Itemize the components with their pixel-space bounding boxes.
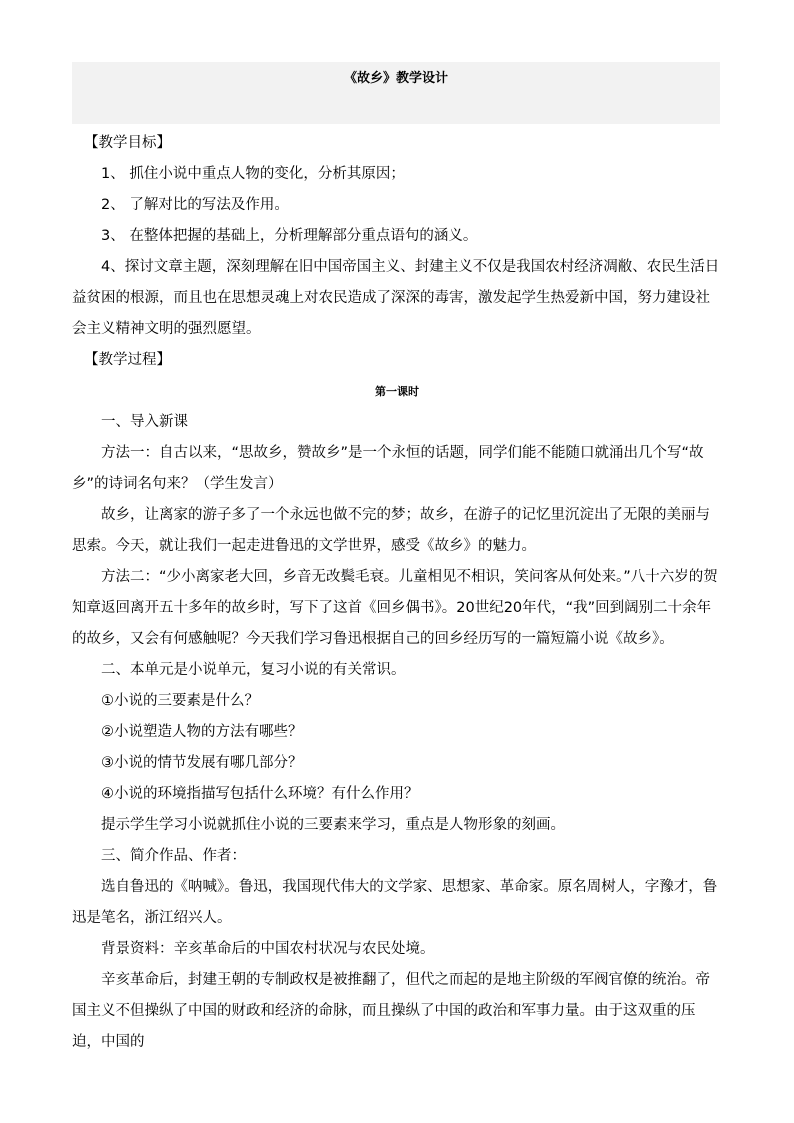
background-text: 辛亥革命后，封建王朝的专制政权是被推翻了，但代之而起的是地主阶级的军阀官僚的统治。帝国主义不但操纵了中国的财政和经济的命脉，而且操纵了中国的政治和军事力量。由于这双重的压迫，中国的 — [72, 972, 710, 1050]
goals-heading: 【教学目标】 — [84, 135, 171, 151]
author-heading: 三、简介作品、作者： — [101, 848, 246, 864]
author-text: 选自鲁迅的《呐喊》。鲁迅，我国现代伟大的文学家、思想家、革命家。原名周树人，字豫才，鲁迅是笔名，浙江绍兴人。 — [72, 879, 718, 926]
goal-item: 4、探讨文章主题，深刻理解在旧中国帝国主义、封建主义不仅是我国农村经济凋敝、农民生活日益贫困的根源，而且也在思想灵魂上对农民造成了深深的毒害，激发起学生热爱新中国，努力建设社会主义精神文明的强烈愿望。 — [72, 259, 720, 337]
method-two: 方法二：“少小离家老大回，乡音无改鬓毛衰。儿童相见不相识，笑问客从何处来。”八十六岁的贺知章返回离开五十多年的故乡时，写下了这首《回乡偶书》。20世纪20年代，“我”回到阔别二十余年的故乡，又会有何感触呢？今天我们学习鲁迅根据自己的回乡经历写的一篇短篇小说《故乡》。 — [72, 569, 718, 647]
document-title: 《故乡》教学设计 — [343, 71, 448, 86]
background-label: 背景资料：辛亥革命后的中国农村状况与农民处境。 — [101, 941, 435, 957]
question-item: ②小说塑造人物的方法有哪些？ — [101, 724, 303, 740]
question-item: ③小说的情节发展有哪几部分？ — [101, 755, 303, 771]
lesson-label: 第一课时 — [375, 385, 419, 398]
goal-item: 2、 了解对比的写法及作用。 — [101, 197, 289, 213]
question-item: ①小说的三要素是什么？ — [101, 693, 259, 709]
document-body — [72, 128, 722, 1058]
method-one: 方法一：自古以来，“思故乡，赞故乡”是一个永恒的话题，同学们能不能随口就涌出几个写“故乡”的诗词名句来？（学生发言） — [72, 445, 704, 492]
intro-heading: 一、导入新课 — [101, 414, 188, 430]
process-heading: 【教学过程】 — [84, 352, 171, 368]
unit-heading: 二、本单元是小说单元，复习小说的有关常识。 — [101, 662, 406, 678]
method-one-continued: 故乡，让离家的游子多了一个永远也做不完的梦；故乡，在游子的记忆里沉淀出了无限的美丽与思索。今天，就让我们一起走进鲁迅的文学世界，感受《故乡》的魅力。 — [72, 507, 710, 554]
goal-item: 3、 在整体把握的基础上，分析理解部分重点语句的涵义。 — [101, 228, 478, 244]
tip-text: 提示学生学习小说就抓住小说的三要素来学习，重点是人物形象的刻画。 — [101, 817, 565, 833]
goal-item: 1、 抓住小说中重点人物的变化，分析其原因； — [101, 166, 405, 182]
question-item: ④小说的环境指描写包括什么环境？有什么作用？ — [101, 786, 419, 802]
